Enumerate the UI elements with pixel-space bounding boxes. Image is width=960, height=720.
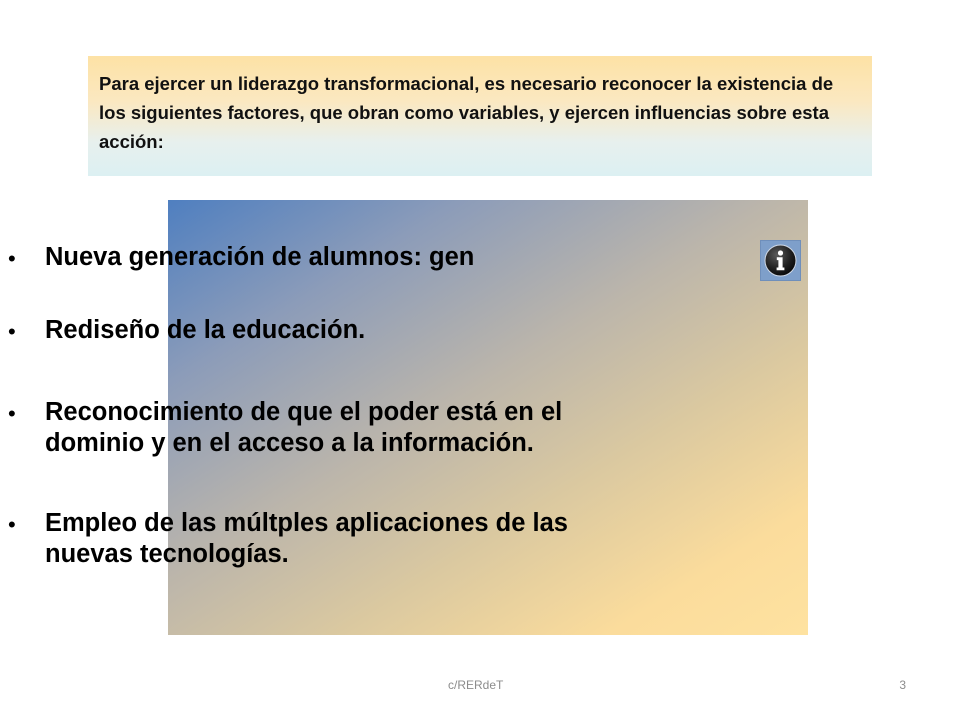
list-item-text: Nueva generación de alumnos: gen bbox=[45, 243, 475, 271]
intro-box bbox=[88, 56, 872, 176]
list-item bbox=[0, 242, 600, 275]
list-item-text: Rediseño de la educación. bbox=[45, 316, 366, 344]
list-item bbox=[0, 315, 600, 348]
info-icon bbox=[764, 244, 797, 277]
list-item bbox=[0, 397, 600, 459]
page-number: 3 bbox=[899, 678, 906, 692]
info-button[interactable] bbox=[760, 240, 801, 281]
list-item-text: Reconocimiento de que el poder está en el dominio y en el acceso a la información. bbox=[45, 398, 563, 457]
intro-text: Para ejercer un liderazgo transformacional, es necesario reconocer la existencia de los siguientes factores, que obran como variables, y ejercen influencias sobre esta acción: bbox=[99, 73, 834, 152]
bullet-marker: • bbox=[8, 246, 16, 271]
bullet-marker: • bbox=[8, 319, 16, 344]
footer-source: c/RERdeT bbox=[448, 678, 504, 692]
list-item bbox=[0, 508, 600, 570]
bullet-marker: • bbox=[8, 512, 16, 537]
bullet-marker: • bbox=[8, 401, 16, 426]
list-item-text: Empleo de las múltples aplicaciones de las nuevas tecnologías. bbox=[45, 509, 568, 568]
